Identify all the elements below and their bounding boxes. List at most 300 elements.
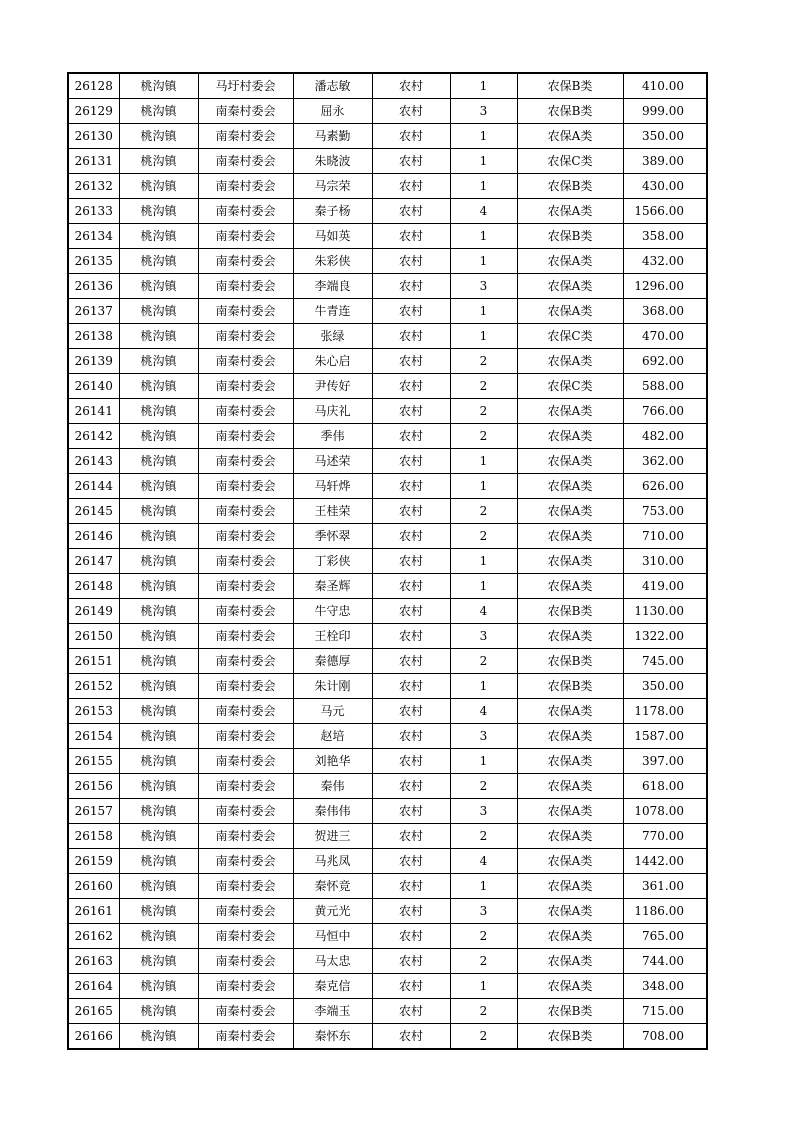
cell-person-name: 赵培 [293,724,372,749]
table-row [68,799,707,824]
table-row [68,599,707,624]
table-row [68,824,707,849]
cell-person-name: 马兆凤 [293,849,372,874]
table-row [68,174,707,199]
cell-household-count: 3 [450,624,517,649]
cell-town: 桃沟镇 [119,899,198,924]
cell-person-name: 朱彩侠 [293,249,372,274]
cell-insurance-class: 农保C类 [517,324,623,349]
cell-town: 桃沟镇 [119,149,198,174]
cell-village-committee: 南秦村委会 [198,449,293,474]
cell-record-id: 26133 [68,199,119,224]
cell-village-committee: 南秦村委会 [198,899,293,924]
cell-person-name: 秦子杨 [293,199,372,224]
cell-person-name: 秦怀竞 [293,874,372,899]
table-row [68,349,707,374]
cell-town: 桃沟镇 [119,73,198,99]
cell-household-count: 4 [450,599,517,624]
cell-insurance-class: 农保A类 [517,874,623,899]
cell-village-committee: 南秦村委会 [198,1024,293,1050]
cell-insurance-class: 农保B类 [517,174,623,199]
cell-record-id: 26144 [68,474,119,499]
cell-amount: 710.00 [623,524,707,549]
document-page [67,72,708,1050]
cell-insurance-class: 农保C类 [517,149,623,174]
cell-household-count: 1 [450,749,517,774]
cell-amount: 1296.00 [623,274,707,299]
cell-record-id: 26163 [68,949,119,974]
cell-area-type: 农村 [372,274,450,299]
cell-village-committee: 南秦村委会 [198,199,293,224]
cell-household-count: 2 [450,999,517,1024]
table-row [68,849,707,874]
cell-insurance-class: 农保A类 [517,949,623,974]
cell-household-count: 2 [450,349,517,374]
cell-record-id: 26134 [68,224,119,249]
cell-village-committee: 南秦村委会 [198,124,293,149]
cell-village-committee: 南秦村委会 [198,249,293,274]
cell-amount: 362.00 [623,449,707,474]
cell-amount: 1078.00 [623,799,707,824]
cell-town: 桃沟镇 [119,674,198,699]
table-row [68,449,707,474]
cell-town: 桃沟镇 [119,874,198,899]
cell-household-count: 2 [450,524,517,549]
cell-record-id: 26141 [68,399,119,424]
cell-town: 桃沟镇 [119,124,198,149]
cell-area-type: 农村 [372,399,450,424]
table-row [68,524,707,549]
cell-person-name: 马素勤 [293,124,372,149]
cell-area-type: 农村 [372,249,450,274]
cell-insurance-class: 农保B类 [517,674,623,699]
cell-record-id: 26161 [68,899,119,924]
cell-town: 桃沟镇 [119,524,198,549]
cell-household-count: 2 [450,949,517,974]
cell-person-name: 秦伟伟 [293,799,372,824]
cell-area-type: 农村 [372,474,450,499]
cell-area-type: 农村 [372,73,450,99]
cell-person-name: 马太忠 [293,949,372,974]
cell-amount: 588.00 [623,374,707,399]
cell-person-name: 贺进三 [293,824,372,849]
cell-record-id: 26153 [68,699,119,724]
cell-town: 桃沟镇 [119,474,198,499]
cell-household-count: 2 [450,824,517,849]
cell-insurance-class: 农保B类 [517,1024,623,1050]
cell-person-name: 马元 [293,699,372,724]
table-row [68,424,707,449]
cell-amount: 765.00 [623,924,707,949]
cell-village-committee: 南秦村委会 [198,949,293,974]
cell-record-id: 26139 [68,349,119,374]
cell-household-count: 1 [450,73,517,99]
cell-town: 桃沟镇 [119,924,198,949]
cell-amount: 348.00 [623,974,707,999]
table-row [68,199,707,224]
cell-insurance-class: 农保A类 [517,899,623,924]
table-row [68,149,707,174]
cell-town: 桃沟镇 [119,949,198,974]
cell-area-type: 农村 [372,299,450,324]
cell-record-id: 26160 [68,874,119,899]
cell-person-name: 牛守忠 [293,599,372,624]
cell-village-committee: 南秦村委会 [198,224,293,249]
cell-household-count: 1 [450,174,517,199]
cell-person-name: 马轩烨 [293,474,372,499]
cell-town: 桃沟镇 [119,749,198,774]
cell-household-count: 2 [450,399,517,424]
records-table [67,72,708,1050]
cell-record-id: 26151 [68,649,119,674]
cell-village-committee: 南秦村委会 [198,399,293,424]
cell-insurance-class: 农保A类 [517,749,623,774]
cell-insurance-class: 农保B类 [517,649,623,674]
cell-household-count: 3 [450,899,517,924]
cell-insurance-class: 农保B类 [517,999,623,1024]
cell-amount: 397.00 [623,749,707,774]
cell-area-type: 农村 [372,324,450,349]
cell-area-type: 农村 [372,599,450,624]
table-row [68,1024,707,1050]
cell-household-count: 1 [450,674,517,699]
cell-insurance-class: 农保A类 [517,524,623,549]
cell-area-type: 农村 [372,924,450,949]
cell-area-type: 农村 [372,624,450,649]
cell-household-count: 2 [450,374,517,399]
cell-record-id: 26130 [68,124,119,149]
cell-area-type: 农村 [372,149,450,174]
cell-area-type: 农村 [372,574,450,599]
cell-town: 桃沟镇 [119,999,198,1024]
cell-insurance-class: 农保A类 [517,124,623,149]
cell-record-id: 26138 [68,324,119,349]
cell-person-name: 李端玉 [293,999,372,1024]
cell-insurance-class: 农保B类 [517,73,623,99]
cell-area-type: 农村 [372,774,450,799]
cell-town: 桃沟镇 [119,249,198,274]
cell-amount: 361.00 [623,874,707,899]
cell-amount: 410.00 [623,73,707,99]
cell-area-type: 农村 [372,799,450,824]
cell-insurance-class: 农保A类 [517,699,623,724]
cell-town: 桃沟镇 [119,349,198,374]
cell-amount: 368.00 [623,299,707,324]
cell-village-committee: 南秦村委会 [198,799,293,824]
cell-person-name: 马述荣 [293,449,372,474]
cell-town: 桃沟镇 [119,824,198,849]
cell-person-name: 黄元光 [293,899,372,924]
cell-village-committee: 南秦村委会 [198,699,293,724]
cell-person-name: 李端良 [293,274,372,299]
cell-insurance-class: 农保A类 [517,924,623,949]
table-row [68,949,707,974]
cell-record-id: 26136 [68,274,119,299]
cell-household-count: 2 [450,424,517,449]
cell-person-name: 秦德厚 [293,649,372,674]
cell-record-id: 26132 [68,174,119,199]
cell-town: 桃沟镇 [119,624,198,649]
cell-amount: 1322.00 [623,624,707,649]
cell-town: 桃沟镇 [119,299,198,324]
cell-area-type: 农村 [372,499,450,524]
cell-person-name: 秦圣辉 [293,574,372,599]
cell-record-id: 26152 [68,674,119,699]
cell-area-type: 农村 [372,674,450,699]
cell-town: 桃沟镇 [119,799,198,824]
cell-person-name: 马恒中 [293,924,372,949]
cell-person-name: 季怀翠 [293,524,372,549]
cell-village-committee: 南秦村委会 [198,724,293,749]
cell-record-id: 26146 [68,524,119,549]
cell-insurance-class: 农保A类 [517,799,623,824]
cell-village-committee: 马圩村委会 [198,73,293,99]
cell-area-type: 农村 [372,749,450,774]
cell-record-id: 26164 [68,974,119,999]
cell-village-committee: 南秦村委会 [198,574,293,599]
cell-area-type: 农村 [372,124,450,149]
cell-amount: 753.00 [623,499,707,524]
cell-household-count: 1 [450,549,517,574]
cell-village-committee: 南秦村委会 [198,174,293,199]
cell-town: 桃沟镇 [119,974,198,999]
cell-record-id: 26166 [68,1024,119,1050]
cell-area-type: 农村 [372,874,450,899]
cell-amount: 310.00 [623,549,707,574]
cell-insurance-class: 农保A类 [517,449,623,474]
cell-village-committee: 南秦村委会 [198,424,293,449]
cell-village-committee: 南秦村委会 [198,749,293,774]
table-row [68,999,707,1024]
cell-area-type: 农村 [372,199,450,224]
cell-village-committee: 南秦村委会 [198,649,293,674]
cell-area-type: 农村 [372,849,450,874]
cell-person-name: 秦伟 [293,774,372,799]
cell-record-id: 26145 [68,499,119,524]
table-row [68,574,707,599]
cell-record-id: 26148 [68,574,119,599]
cell-town: 桃沟镇 [119,649,198,674]
cell-household-count: 3 [450,274,517,299]
cell-insurance-class: 农保A类 [517,399,623,424]
cell-person-name: 马宗荣 [293,174,372,199]
cell-village-committee: 南秦村委会 [198,349,293,374]
table-row [68,474,707,499]
cell-record-id: 26147 [68,549,119,574]
cell-amount: 744.00 [623,949,707,974]
cell-village-committee: 南秦村委会 [198,549,293,574]
cell-town: 桃沟镇 [119,724,198,749]
cell-town: 桃沟镇 [119,449,198,474]
cell-amount: 350.00 [623,124,707,149]
cell-town: 桃沟镇 [119,274,198,299]
cell-area-type: 农村 [372,174,450,199]
cell-record-id: 26129 [68,99,119,124]
table-row [68,399,707,424]
cell-household-count: 2 [450,924,517,949]
cell-record-id: 26159 [68,849,119,874]
cell-village-committee: 南秦村委会 [198,849,293,874]
cell-insurance-class: 农保A类 [517,299,623,324]
cell-household-count: 1 [450,149,517,174]
cell-area-type: 农村 [372,374,450,399]
cell-household-count: 2 [450,649,517,674]
cell-amount: 1186.00 [623,899,707,924]
table-row [68,124,707,149]
cell-insurance-class: 农保B类 [517,599,623,624]
cell-amount: 1178.00 [623,699,707,724]
table-row [68,99,707,124]
table-body [68,73,707,1049]
table-row [68,499,707,524]
table-row [68,73,707,99]
cell-person-name: 马庆礼 [293,399,372,424]
table-row [68,649,707,674]
cell-village-committee: 南秦村委会 [198,499,293,524]
cell-person-name: 丁彩侠 [293,549,372,574]
table-row [68,724,707,749]
cell-area-type: 农村 [372,974,450,999]
cell-town: 桃沟镇 [119,424,198,449]
cell-record-id: 26131 [68,149,119,174]
cell-record-id: 26128 [68,73,119,99]
cell-amount: 419.00 [623,574,707,599]
cell-record-id: 26154 [68,724,119,749]
cell-area-type: 农村 [372,649,450,674]
cell-record-id: 26165 [68,999,119,1024]
cell-record-id: 26137 [68,299,119,324]
cell-amount: 432.00 [623,249,707,274]
cell-amount: 618.00 [623,774,707,799]
cell-village-committee: 南秦村委会 [198,324,293,349]
cell-town: 桃沟镇 [119,1024,198,1050]
cell-insurance-class: 农保A类 [517,974,623,999]
cell-village-committee: 南秦村委会 [198,99,293,124]
cell-town: 桃沟镇 [119,324,198,349]
cell-area-type: 农村 [372,1024,450,1050]
cell-household-count: 4 [450,849,517,874]
cell-area-type: 农村 [372,699,450,724]
cell-record-id: 26155 [68,749,119,774]
cell-village-committee: 南秦村委会 [198,874,293,899]
cell-insurance-class: 农保A类 [517,624,623,649]
table-row [68,674,707,699]
cell-amount: 1442.00 [623,849,707,874]
cell-insurance-class: 农保A类 [517,249,623,274]
table-row [68,274,707,299]
cell-area-type: 农村 [372,424,450,449]
cell-household-count: 1 [450,124,517,149]
cell-area-type: 农村 [372,899,450,924]
cell-town: 桃沟镇 [119,224,198,249]
cell-village-committee: 南秦村委会 [198,774,293,799]
cell-village-committee: 南秦村委会 [198,149,293,174]
table-row [68,899,707,924]
cell-amount: 1566.00 [623,199,707,224]
cell-insurance-class: 农保A类 [517,349,623,374]
cell-person-name: 王栓印 [293,624,372,649]
cell-area-type: 农村 [372,99,450,124]
cell-insurance-class: 农保A类 [517,774,623,799]
cell-person-name: 牛青连 [293,299,372,324]
table-row [68,624,707,649]
cell-insurance-class: 农保A类 [517,724,623,749]
cell-household-count: 2 [450,1024,517,1050]
cell-person-name: 王桂荣 [293,499,372,524]
cell-person-name: 朱心启 [293,349,372,374]
table-row [68,299,707,324]
table-row [68,699,707,724]
cell-amount: 1587.00 [623,724,707,749]
cell-insurance-class: 农保A类 [517,574,623,599]
cell-household-count: 1 [450,974,517,999]
cell-amount: 482.00 [623,424,707,449]
cell-person-name: 马如英 [293,224,372,249]
cell-household-count: 2 [450,499,517,524]
cell-town: 桃沟镇 [119,174,198,199]
cell-household-count: 3 [450,99,517,124]
cell-area-type: 农村 [372,949,450,974]
cell-amount: 389.00 [623,149,707,174]
cell-village-committee: 南秦村委会 [198,674,293,699]
cell-household-count: 4 [450,199,517,224]
cell-town: 桃沟镇 [119,399,198,424]
cell-record-id: 26162 [68,924,119,949]
cell-town: 桃沟镇 [119,699,198,724]
cell-household-count: 1 [450,449,517,474]
cell-amount: 770.00 [623,824,707,849]
cell-record-id: 26156 [68,774,119,799]
cell-insurance-class: 农保A类 [517,474,623,499]
cell-village-committee: 南秦村委会 [198,474,293,499]
cell-person-name: 季伟 [293,424,372,449]
cell-insurance-class: 农保A类 [517,499,623,524]
cell-village-committee: 南秦村委会 [198,624,293,649]
cell-household-count: 1 [450,324,517,349]
cell-town: 桃沟镇 [119,99,198,124]
table-row [68,924,707,949]
cell-insurance-class: 农保A类 [517,849,623,874]
cell-household-count: 1 [450,574,517,599]
cell-insurance-class: 农保C类 [517,374,623,399]
cell-insurance-class: 农保A类 [517,274,623,299]
cell-record-id: 26142 [68,424,119,449]
table-row [68,374,707,399]
table-row [68,749,707,774]
cell-village-committee: 南秦村委会 [198,974,293,999]
cell-household-count: 3 [450,799,517,824]
cell-area-type: 农村 [372,549,450,574]
cell-amount: 745.00 [623,649,707,674]
cell-household-count: 2 [450,774,517,799]
cell-area-type: 农村 [372,999,450,1024]
cell-person-name: 刘艳华 [293,749,372,774]
cell-household-count: 1 [450,249,517,274]
table-row [68,874,707,899]
cell-area-type: 农村 [372,449,450,474]
table-row [68,774,707,799]
cell-amount: 626.00 [623,474,707,499]
cell-town: 桃沟镇 [119,574,198,599]
cell-area-type: 农村 [372,724,450,749]
cell-town: 桃沟镇 [119,374,198,399]
cell-person-name: 张绿 [293,324,372,349]
cell-village-committee: 南秦村委会 [198,824,293,849]
cell-amount: 350.00 [623,674,707,699]
cell-area-type: 农村 [372,349,450,374]
cell-household-count: 1 [450,874,517,899]
cell-village-committee: 南秦村委会 [198,274,293,299]
